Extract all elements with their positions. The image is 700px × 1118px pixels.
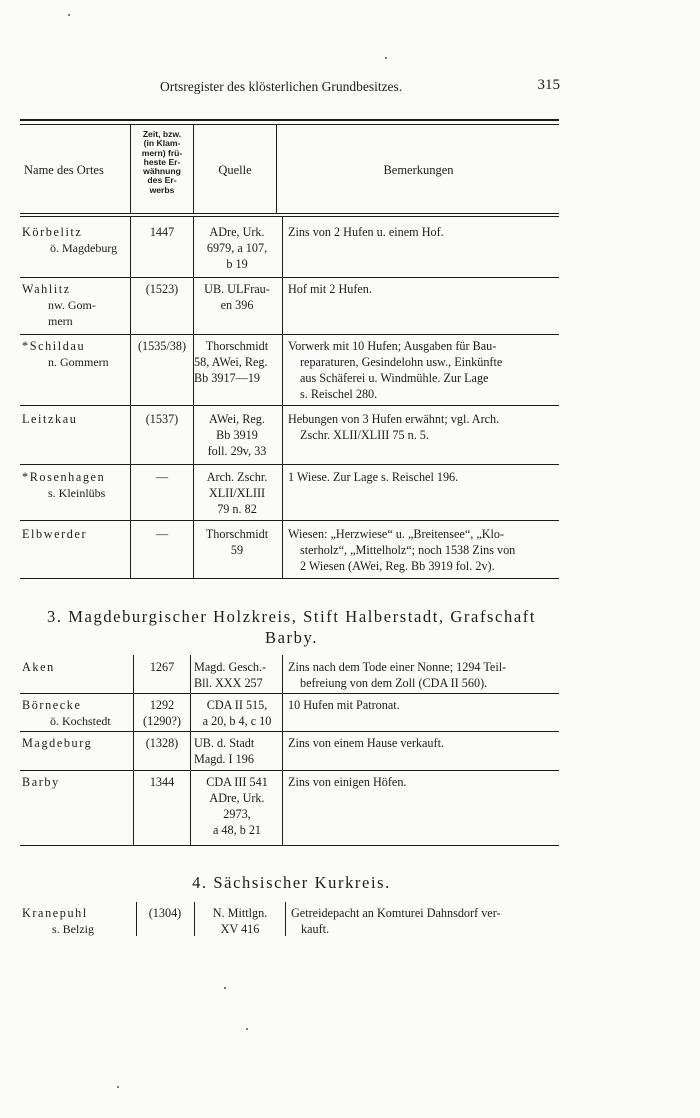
running-head	[20, 79, 580, 99]
row-name: Wahlitz	[22, 282, 71, 296]
row-time: —	[155, 527, 169, 541]
row-name-sub: ö. Kochstedt	[50, 714, 111, 728]
time-line: 1292	[149, 698, 175, 712]
source-line: foll. 29v, 33	[207, 444, 267, 458]
row-source	[191, 774, 283, 838]
row-time: (1537)	[145, 412, 179, 426]
source-line: 6979, a 107,	[206, 241, 268, 255]
row-remarks: Zins von einem Hause verkauft.	[288, 736, 445, 750]
source-line: Bb 3917—19	[194, 371, 261, 385]
source-line: XV 416	[220, 922, 260, 936]
header-time-line: heste Er-	[143, 156, 181, 167]
row-source	[191, 697, 283, 729]
row-name: Kranepuhl	[22, 906, 88, 920]
top-rule-thick	[20, 119, 559, 121]
row-name: Leitzkau	[22, 412, 78, 426]
row-source	[194, 469, 280, 517]
running-head-title: Ortsregister des klösterlichen Grundbesitzes.	[160, 79, 403, 94]
row-time	[134, 697, 190, 729]
row-time: 1267	[149, 660, 175, 674]
source-line: 58, AWei, Reg.	[194, 355, 268, 369]
row-time: (1328)	[145, 736, 179, 750]
row-rule	[20, 464, 559, 465]
time-line: (1290?)	[143, 714, 181, 728]
table-bottom-rule	[20, 578, 559, 579]
row-time: (1535/38)	[137, 339, 187, 353]
row-remarks: Hof mit 2 Hufen.	[288, 282, 372, 296]
row-remarks	[288, 411, 560, 443]
row-remarks	[288, 526, 560, 574]
scan-speck	[246, 1028, 248, 1030]
row-remarks: Zins von einigen Höfen.	[288, 775, 407, 789]
scan-speck	[385, 57, 387, 59]
row-rule	[20, 520, 559, 521]
remarks-line: Vorwerk mit 10 Hufen; Ausgaben für Bau-	[288, 339, 497, 353]
source-line: 2973,	[223, 807, 251, 821]
source-line: b 19	[226, 257, 248, 271]
remarks-line: reparaturen, Gesindelohn usw., Einkünfte	[300, 355, 503, 369]
source-line: AWei, Reg.	[209, 412, 265, 426]
row-name-sub: ö. Magdeburg	[50, 241, 118, 255]
source-line: ADre, Urk.	[209, 225, 265, 239]
row-name-sub: s. Belzig	[52, 922, 94, 936]
header-time-line: mern) frü-	[141, 147, 183, 158]
row-remarks	[288, 659, 560, 691]
source-line: a 20, b 4, c 10	[202, 714, 272, 728]
row-name: Börnecke	[22, 698, 82, 712]
row-source	[194, 338, 280, 386]
source-line: UB. d. Stadt	[194, 736, 255, 750]
source-line: UB. ULFrau-	[204, 282, 270, 296]
source-line: Thorschmidt	[205, 339, 269, 353]
row-name: *Schildau	[22, 339, 86, 353]
scan-speck	[224, 987, 226, 989]
source-line: 79 n. 82	[217, 502, 257, 516]
row-name: Körbelitz	[22, 225, 83, 239]
source-line: CDA III 541	[206, 775, 268, 789]
header-source: Quelle	[218, 163, 252, 177]
row-source	[194, 411, 280, 459]
row-remarks	[288, 338, 560, 402]
section4-title: 4. Sächsischer Kurkreis.	[192, 873, 391, 892]
scan-speck	[68, 14, 70, 16]
header-rule-a	[20, 213, 559, 214]
row-time: (1523)	[145, 282, 179, 296]
row-remarks: 1 Wiese. Zur Lage s. Reischel 196.	[288, 470, 459, 484]
row-time: 1447	[149, 225, 175, 239]
header-remarks: Bemerkungen	[383, 163, 454, 177]
row-time: (1304)	[148, 906, 182, 920]
row-remarks: Zins von 2 Hufen u. einem Hof.	[288, 225, 444, 239]
scan-speck	[117, 1086, 119, 1088]
header-time-line: werbs	[149, 184, 175, 195]
row-rule	[20, 693, 559, 694]
row-rule	[20, 277, 559, 278]
source-line: ADre, Urk.	[209, 791, 265, 805]
row-name: Elbwerder	[22, 527, 88, 541]
source-line: XLII/XLIII	[208, 486, 266, 500]
row-source	[194, 526, 280, 558]
row-name: Magdeburg	[22, 736, 93, 750]
page-number: 315	[537, 77, 560, 93]
name-sub-line: mern	[48, 314, 73, 328]
source-line: Magd. Gesch.-	[194, 660, 267, 674]
s4-divider-3	[285, 902, 286, 936]
source-line: Arch. Zschr.	[206, 470, 268, 484]
source-line: Bb 3919	[216, 428, 258, 442]
body-divider-1	[130, 217, 131, 578]
remarks-line: aus Schäferei u. Windmühle. Zur Lage	[300, 371, 489, 385]
name-sub-line: nw. Gom-	[48, 298, 96, 312]
row-rule	[20, 731, 559, 732]
remarks-line: Zschr. XLII/XLIII 75 n. 5.	[300, 428, 429, 442]
header-name: Name des Ortes	[24, 163, 104, 177]
row-name: Barby	[22, 775, 60, 789]
remarks-line: sterholz“, „Mittelholz“; noch 1538 Zins von	[300, 543, 516, 557]
source-line: Thorschmidt	[205, 527, 269, 541]
remarks-line: Wiesen: „Herzwiese“ u. „Breitensee“, „Klo-	[288, 527, 505, 541]
source-line: 59	[230, 543, 244, 557]
row-remarks	[291, 905, 561, 937]
header-time-line: des Er-	[147, 175, 177, 186]
row-source	[194, 735, 282, 767]
remarks-line: 2 Wiesen (AWei, Reg. Bb 3919 fol. 2v).	[300, 559, 495, 573]
row-name: Aken	[22, 660, 55, 674]
row-source	[194, 659, 282, 691]
row-time: —	[155, 470, 169, 484]
source-line: en 396	[220, 298, 254, 312]
row-rule	[20, 770, 559, 771]
header-time-line: wähnung	[143, 166, 181, 177]
section3-title-line: Barby.	[265, 628, 318, 647]
source-line: Bll. XXX 257	[194, 676, 263, 690]
row-source	[195, 905, 285, 937]
source-line: a 48, b 21	[212, 823, 262, 837]
row-remarks: 10 Hufen mit Patronat.	[288, 698, 400, 712]
row-source	[194, 224, 280, 272]
row-source	[194, 281, 280, 313]
row-rule	[20, 405, 559, 406]
remarks-line: Zins nach dem Tode einer Nonne; 1294 Teil-	[288, 660, 507, 674]
source-line: Magd. I 196	[194, 752, 254, 766]
header-time-line: Zeit, bzw.	[142, 129, 182, 139]
remarks-line: befreiung von dem Zoll (CDA II 560).	[300, 676, 488, 690]
source-line: CDA II 515,	[206, 698, 268, 712]
section3-title-line: 3. Magdeburgischer Holzkreis, Stift Halberstadt, Grafschaft	[46, 607, 537, 626]
section3-title	[20, 606, 563, 648]
remarks-line: Getreidepacht an Komturei Dahnsdorf ver-	[291, 906, 501, 920]
body-divider-3	[282, 217, 283, 578]
row-time: 1344	[149, 775, 175, 789]
header-time-line: (in Klam-	[143, 138, 181, 149]
row-name-sub: n. Gommern	[48, 355, 109, 369]
header-time	[131, 130, 193, 195]
row-name-sub	[48, 297, 96, 329]
top-rule-thin	[20, 124, 559, 125]
row-name: *Rosenhagen	[22, 470, 106, 484]
source-line: N. Mittlgn.	[212, 906, 268, 920]
header-rule-b	[20, 216, 559, 217]
row-name-sub: s. Kleinlübs	[48, 486, 106, 500]
remarks-line: Hebungen von 3 Hufen erwähnt; vgl. Arch.	[288, 412, 500, 426]
row-rule	[20, 334, 559, 335]
remarks-line: s. Reischel 280.	[300, 387, 378, 401]
s3-bottom-rule	[20, 845, 559, 846]
remarks-line: kauft.	[301, 922, 330, 936]
